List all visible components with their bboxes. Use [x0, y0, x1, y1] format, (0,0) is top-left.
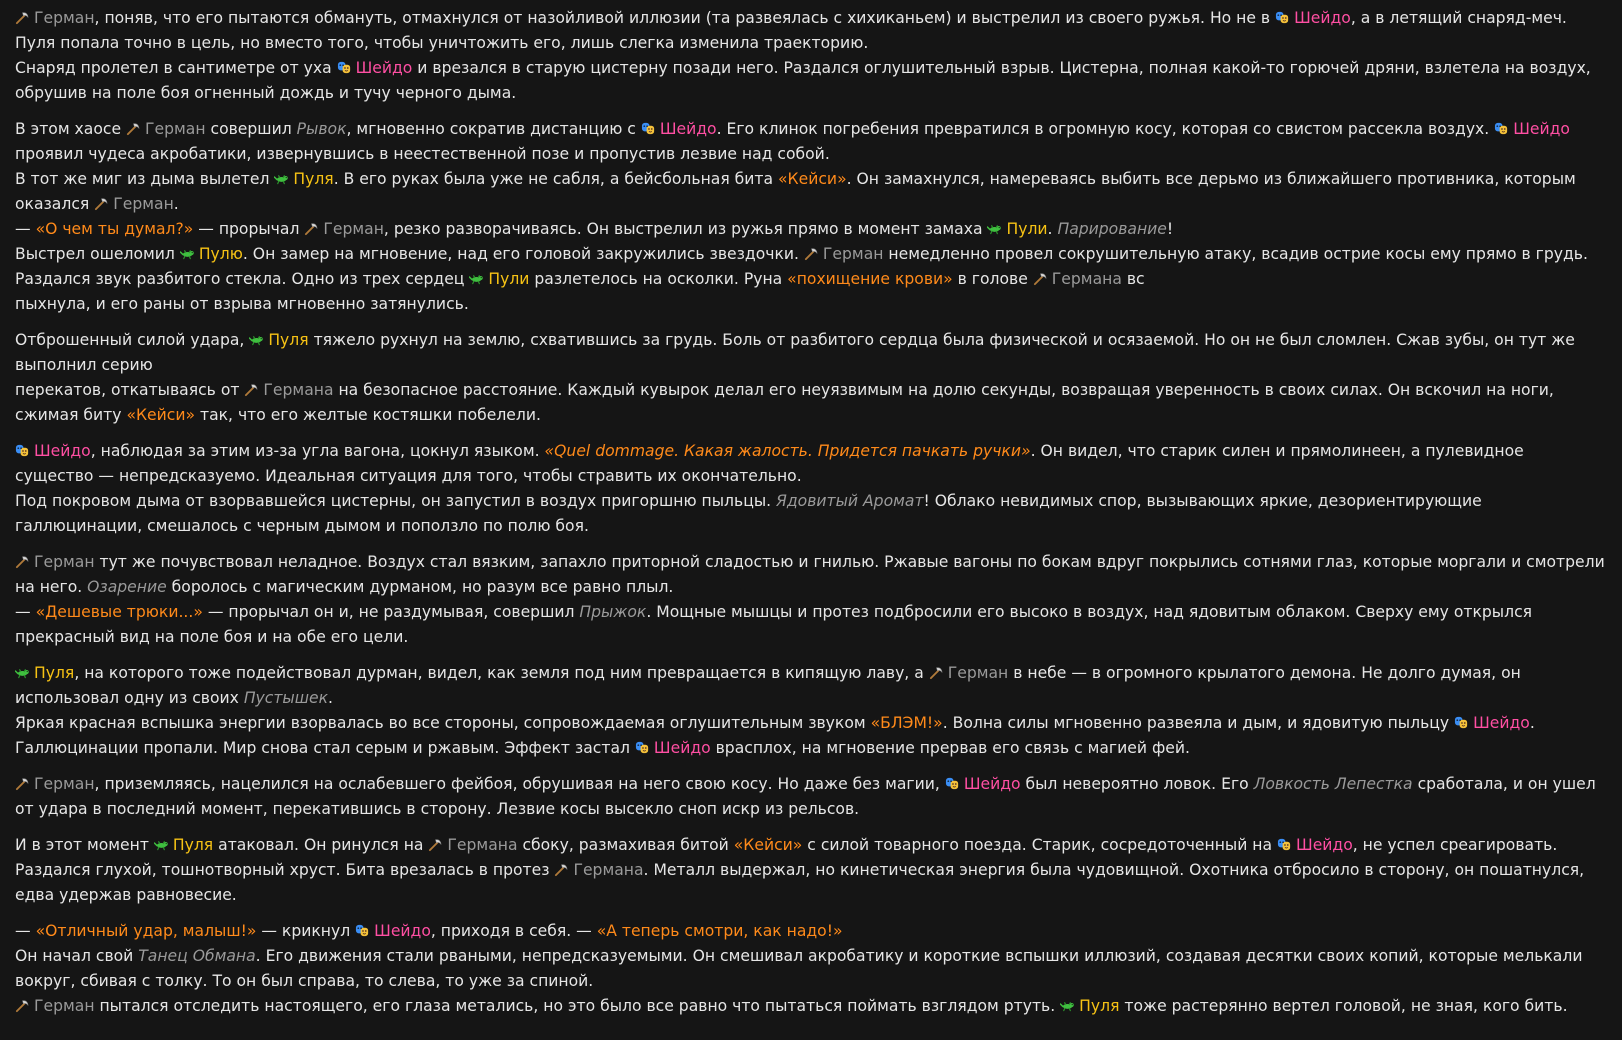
story-line	[15, 6, 1606, 31]
story-line	[15, 772, 1606, 822]
character-name-german: Германа	[447, 836, 518, 854]
narrative-text: — прорычал	[193, 220, 305, 238]
narrative-text: Под покровом дыма от взорвавшейся цистерны, он запустил в воздух пригоршню пыльцы.	[15, 492, 777, 510]
character-name-sheido: Шейдо	[355, 59, 413, 77]
narrative-text: . Он видел, что старик силен и прямолинеен, а пулевидное существо — непредсказуемо. Идеальная ситуация для того, чтобы стравить их окончательно.	[15, 442, 1529, 485]
theater-masks-icon	[15, 441, 30, 456]
scythe-icon	[244, 380, 259, 395]
character-name-german: Герман	[34, 997, 95, 1015]
scythe-icon	[1033, 269, 1048, 284]
theater-masks-icon	[1494, 119, 1509, 134]
story-line	[15, 994, 1606, 1019]
narrative-text: Галлюцинации пропали. Мир снова стал серым и ржавым. Эффект застал	[15, 739, 635, 757]
character-name-german: Герман	[822, 245, 884, 263]
story-paragraph	[15, 833, 1606, 908]
character-name-sheido: Шейдо	[1294, 9, 1351, 27]
narrative-text: , не успел среагировать.	[1352, 836, 1558, 854]
narrative-text: Отброшенный силой удара,	[15, 331, 250, 349]
character-name-pulya: Пули	[1006, 220, 1048, 238]
lizard-icon	[987, 219, 1002, 234]
narrative-text: , наблюдая за этим из-за угла вагона, цокнул языком.	[90, 442, 545, 460]
narrative-text: с силой товарного поезда. Старик, сосредоточенный на	[802, 836, 1278, 854]
quote-text: «Дешевые трюки...»	[35, 603, 203, 621]
story-paragraph	[15, 328, 1606, 428]
story-line	[15, 56, 1606, 106]
theater-masks-icon	[1277, 835, 1292, 850]
theater-masks-icon	[945, 774, 960, 789]
skill-name: Танец Обмана	[138, 947, 256, 965]
scythe-icon	[554, 860, 569, 875]
narrative-text: Раздался глухой, тошнотворный хруст. Бита врезалась в протез	[15, 861, 555, 879]
story-line	[15, 550, 1610, 600]
story-line	[15, 267, 1606, 292]
narrative-text: . Металл выдержал, но кинетическая энергия была чудовищной. Охотника отбросило в сторону, он пошатнулся, едва удержав равновесие.	[15, 861, 1590, 904]
theater-masks-icon	[355, 921, 370, 936]
narrative-text: на безопасное расстояние. Каждый кувырок делал его неуязвимым на долю секунды, возвращая уверенность в своих силах. Он вскочил на ноги, сжимая биту	[15, 381, 1559, 424]
character-name-pulya: Пуля	[293, 170, 334, 188]
narrative-text: Снаряд пролетел в сантиметре от уха	[15, 59, 337, 77]
narrative-text: сбоку, размахивая битой	[517, 836, 734, 854]
narrative-text: , приземляясь, нацелился на ослабевшего фейбоя, обрушивая на него свою косу. Но даже без магии,	[94, 775, 945, 793]
scythe-icon	[804, 244, 819, 259]
narrative-text: атаковал. Он ринулся на	[213, 836, 429, 854]
narrative-text: был невероятно ловок. Его	[1020, 775, 1254, 793]
story-line	[15, 919, 1606, 944]
scythe-icon	[15, 774, 30, 789]
story-line	[15, 833, 1606, 858]
story-line	[15, 242, 1606, 267]
narrative-text: совершил	[205, 120, 297, 138]
narrative-text: в небе — в огромного крылатого демона. Не долго думая, он использовал одну из своих	[15, 664, 1526, 707]
narrative-text: . Его клинок погребения превратился в огромную косу, которая со свистом рассекла воздух.	[716, 120, 1495, 138]
narrative-text: В тот же миг из дыма вылетел	[15, 170, 275, 188]
story-line	[15, 944, 1606, 994]
narrative-text: . Мощные мышцы и протез подбросили его высоко в воздух, над ядовитым облаком. Сверху ему открылся прекрасный вид на поле боя и на обе его цели.	[15, 603, 1537, 646]
narrative-text: !	[1166, 220, 1174, 238]
skill-name: Озарение	[87, 578, 167, 596]
narrative-text: пытался отследить настоящего, его глаза метались, но это было все равно что пытаться поймать взглядом ртуть.	[94, 997, 1061, 1015]
quote-text: «Кейси»	[778, 170, 847, 188]
character-name-sheido: Шейдо	[1513, 120, 1570, 138]
narrative-text: . В его руках была уже не сабля, а бейсбольная бита	[333, 170, 779, 188]
scythe-icon	[15, 8, 30, 23]
quote-text: «похищение крови»	[787, 270, 953, 288]
narrative-text: вс	[1121, 270, 1145, 288]
character-name-pulya: Пуля	[34, 664, 75, 682]
lizard-icon	[274, 169, 289, 184]
story-line	[15, 736, 1606, 761]
narrative-text: . Его движения стали рваными, непредсказуемыми. Он смешивал акробатику и короткие вспышки иллюзий, создавая десятки своих копий, которые мелькали вокруг, сбивая с толку. То он был справа, то слева, то уже за спиной.	[15, 947, 1588, 990]
lizard-icon	[15, 663, 30, 678]
narrative-text: , поняв, что его пытаются обмануть, отмахнулся от назойливой иллюзии (та развеялась с хихиканьем) и выстрелил из своего ружья. Но не в	[94, 9, 1276, 27]
character-name-german: Германа	[1051, 270, 1122, 288]
narrative-text: и врезался в старую цистерну позади него. Раздался оглушительный взрыв. Цистерна, полная какой-то горючей дряни, взлетела на воздух, обрушив на поле боя огненный дождь и тучу черного дыма.	[15, 59, 1596, 102]
narrative-text: ! Облако невидимых спор, вызывающих яркие, дезориентирующие галлюцинации, смешалось с черным дымом и поползло по полю боя.	[15, 492, 1487, 535]
scythe-icon	[15, 552, 30, 567]
narrative-text: .	[173, 195, 179, 213]
theater-masks-icon	[641, 119, 656, 134]
scythe-icon	[428, 835, 443, 850]
narrative-text: сработала, и он ушел от удара в последний момент, перекатившись в сторону. Лезвие косы высекло сноп искр из рельсов.	[15, 775, 1601, 818]
scythe-icon	[94, 194, 109, 209]
story-paragraph	[15, 439, 1606, 539]
narrative-text: тут же почувствовал неладное. Воздух стал вязким, запахло приторной сладостью и гнилью. Ржавые вагоны по бокам вдруг покрылись сотнями глаз, которые моргали и смотрели на него.	[15, 553, 1610, 596]
lizard-icon	[154, 835, 169, 850]
story-line	[15, 661, 1606, 711]
character-name-sheido: Шейдо	[1473, 714, 1530, 732]
story-paragraph	[15, 6, 1606, 106]
narrative-text: —	[15, 603, 36, 621]
narrative-text: . Он замахнулся, намереваясь выбить все дерьмо из ближайшего противника, которым оказался	[15, 170, 1581, 213]
narrative-text: , на которого тоже подействовал дурман, видел, как земля под ним превращается в кипящую лаву, а	[74, 664, 929, 682]
narrative-text: проявил чудеса акробатики, извернувшись в неестественной позе и пропустив лезвие над собой.	[15, 120, 1575, 163]
character-name-german: Герман	[947, 664, 1009, 682]
character-name-german: Герман	[34, 553, 95, 571]
skill-name: Прыжок	[579, 603, 647, 621]
character-name-german: Германа	[263, 381, 334, 399]
lizard-icon	[180, 244, 195, 259]
narrative-text: — прорычал он и, не раздумывая, совершил	[202, 603, 580, 621]
quote-text: «БЛЭМ!»	[870, 714, 943, 732]
story-paragraph	[15, 919, 1606, 1019]
quote-text: «О чем ты думал?»	[35, 220, 194, 238]
story-line	[15, 31, 1606, 56]
story-paragraph	[15, 550, 1610, 650]
narrative-text: , приходя в себя. —	[430, 922, 597, 940]
narrative-text: В этом хаосе	[15, 120, 127, 138]
character-name-sheido: Шейдо	[963, 775, 1021, 793]
lizard-icon	[249, 330, 264, 345]
narrative-text: —	[15, 922, 36, 940]
theater-masks-icon	[337, 58, 352, 73]
quote-text: «Кейси»	[126, 406, 196, 424]
character-name-sheido: Шейдо	[659, 120, 717, 138]
skill-name: Пустышек	[243, 689, 329, 707]
story-line	[15, 858, 1606, 908]
quote-text: «Отличный удар, малыш!»	[35, 922, 257, 940]
narrative-text: боролось с магическим дурманом, но разум все равно плыл.	[166, 578, 674, 596]
character-name-german: Герман	[145, 120, 206, 138]
story-line	[15, 489, 1606, 539]
character-name-pulya: Пуля	[268, 331, 309, 349]
narrative-text: , а в летящий снаряд-меч.	[1350, 9, 1567, 27]
story-paragraph	[15, 661, 1606, 761]
theater-masks-icon	[1275, 8, 1290, 23]
story-line	[15, 117, 1606, 167]
narrative-text: . Он замер на мгновение, над его головой закружились звездочки.	[242, 245, 804, 263]
quote-text: «Кейси»	[733, 836, 803, 854]
lizard-icon	[1060, 996, 1075, 1011]
narrative-text: тяжело рухнул на землю, схватившись за грудь. Боль от разбитого сердца была физической и осязаемой. Но он не был сломлен. Сжав зубы, он тут же выполнил серию	[15, 331, 1580, 374]
narrative-text: .	[1047, 220, 1058, 238]
character-name-sheido: Шейдо	[1296, 836, 1353, 854]
narrative-text: . Волна силы мгновенно развеяла и дым, и ядовитую пыльцу	[942, 714, 1455, 732]
narrative-text: врасплох, на мгновение прервав его связь с магией фей.	[710, 739, 1190, 757]
narrative-text: немедленно провел сокрушительную атаку, всадив острие косы ему прямо в грудь.	[883, 245, 1588, 263]
narrative-text: в голове	[952, 270, 1033, 288]
theater-masks-icon	[635, 738, 650, 753]
story-line	[15, 600, 1606, 650]
character-name-pulya: Пулю	[198, 245, 243, 263]
skill-name: Ядовитый Аромат	[776, 492, 924, 510]
character-name-german: Герман	[34, 775, 95, 793]
narrative-text: И в этот момент	[15, 836, 154, 854]
scythe-icon	[304, 219, 319, 234]
narrative-text: Яркая красная вспышка энергии взорвалась во все стороны, сопровождаемая оглушительным звуком	[15, 714, 871, 732]
character-name-pulya: Пуля	[1079, 997, 1120, 1015]
narrative-text: , резко разворачиваясь. Он выстрелил из ружья прямо в момент замаха	[383, 220, 988, 238]
narrative-text: .	[328, 689, 333, 707]
character-name-pulya: Пуля	[172, 836, 214, 854]
character-name-german: Германа	[573, 861, 644, 879]
story-paragraph	[15, 117, 1606, 317]
story-line	[15, 711, 1606, 736]
narrative-text: Пуля попала точно в цель, но вместо того, чтобы уничтожить его, лишь слегка изменила траекторию.	[15, 34, 869, 52]
narrative-text: пыхнула, и его раны от взрыва мгновенно затянулись.	[15, 295, 469, 313]
narrative-text: — крикнул	[256, 922, 356, 940]
scythe-icon	[15, 996, 30, 1011]
skill-name: Рывок	[296, 120, 347, 138]
lizard-icon	[469, 269, 484, 284]
story-line	[15, 167, 1606, 217]
narrative-text: тоже растерянно вертел головой, не зная, кого бить.	[1119, 997, 1568, 1015]
story-line	[15, 378, 1606, 428]
character-name-german: Герман	[113, 195, 174, 213]
narrative-text: разлетелось на осколки. Руна	[529, 270, 788, 288]
story-paragraph	[15, 772, 1606, 822]
story-line	[15, 292, 1606, 317]
narrative-text: , мгновенно сократив дистанцию с	[346, 120, 641, 138]
narrative-text: перекатов, откатываясь от	[15, 381, 245, 399]
character-name-german: Герман	[34, 9, 95, 27]
narrative-text: Выстрел ошеломил	[15, 245, 180, 263]
character-name-pulya: Пули	[488, 270, 530, 288]
narrative-text: Он начал свой	[15, 947, 139, 965]
quote-text: «А теперь смотри, как надо!»	[596, 922, 843, 940]
skill-name: Парирование	[1057, 220, 1167, 238]
narrative-text: Раздался звук разбитого стекла. Одно из трех сердец	[15, 270, 470, 288]
story-line	[15, 328, 1606, 378]
scythe-icon	[126, 119, 141, 134]
narrative-text: .	[1529, 714, 1535, 732]
story-line	[15, 217, 1606, 242]
character-name-sheido: Шейдо	[34, 442, 91, 460]
skill-name: Ловкость Лепестка	[1253, 775, 1413, 793]
character-name-german: Герман	[323, 220, 384, 238]
quote-text: «Quel dommage. Какая жалость. Придется пачкать ручки»	[544, 442, 1031, 460]
narrative-text: так, что его желтые костяшки побелели.	[195, 406, 541, 424]
character-name-sheido: Шейдо	[374, 922, 431, 940]
story-line	[15, 439, 1606, 489]
narrative-text: —	[15, 220, 36, 238]
scythe-icon	[929, 663, 944, 678]
character-name-sheido: Шейдо	[653, 739, 711, 757]
theater-masks-icon	[1454, 713, 1469, 728]
